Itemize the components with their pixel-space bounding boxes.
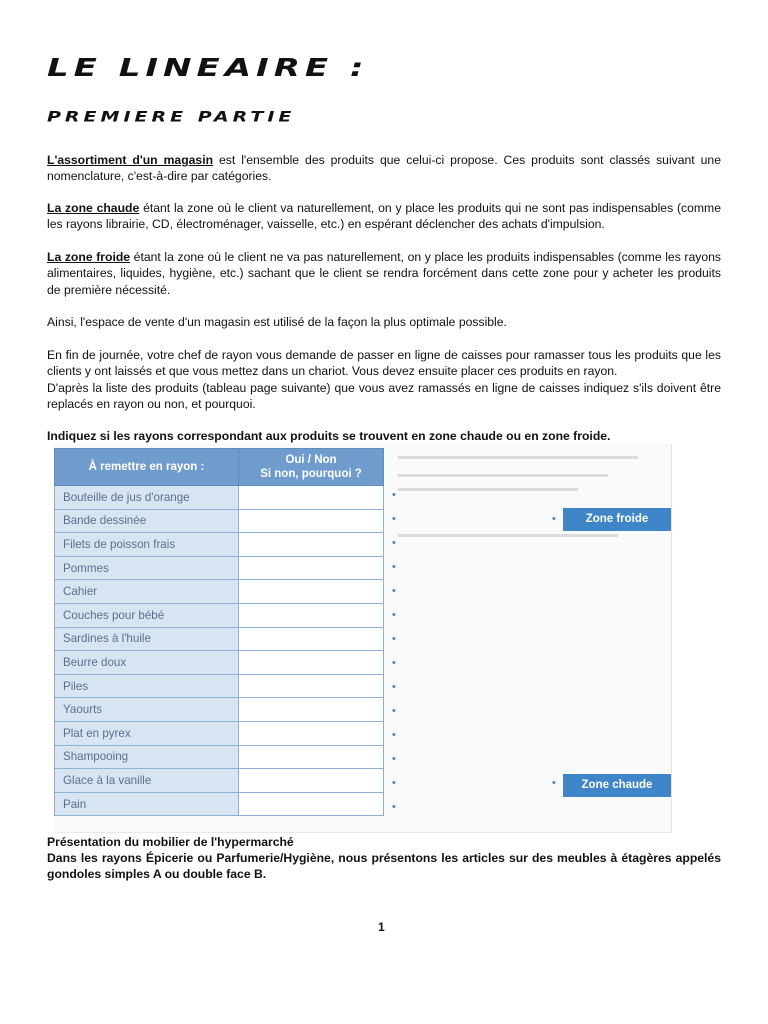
- row-bullet: •: [392, 777, 396, 789]
- paragraph-espace-vente: Ainsi, l'espace de vente d'un magasin est utilisé de la façon la plus optimale possible.: [47, 315, 507, 329]
- row-bullet: •: [392, 705, 396, 717]
- row-bullet: •: [392, 489, 396, 501]
- product-cell: Beurre doux: [55, 651, 239, 675]
- table-row: [55, 627, 384, 651]
- table-row: [55, 792, 384, 816]
- answer-cell[interactable]: [239, 769, 384, 793]
- row-bullet: •: [392, 681, 396, 693]
- product-cell: Piles: [55, 674, 239, 698]
- product-cell: Plat en pyrex: [55, 721, 239, 745]
- answer-cell[interactable]: [239, 580, 384, 604]
- answer-cell[interactable]: [239, 651, 384, 675]
- table-row: [55, 698, 384, 722]
- row-bullet: •: [392, 537, 396, 549]
- answer-cell[interactable]: [239, 603, 384, 627]
- table-row: [55, 745, 384, 769]
- paragraph-liste-produits: D'après la liste des produits (tableau page suivante) que vous avez ramassés en ligne de caisses indiquez s'ils doivent être replacés en rayon ou non, et pourquoi.: [47, 380, 721, 411]
- answer-cell[interactable]: [239, 721, 384, 745]
- table-row: [55, 769, 384, 793]
- product-cell: Filets de poisson frais: [55, 533, 239, 557]
- row-bullet: •: [392, 801, 396, 813]
- product-cell: Pommes: [55, 556, 239, 580]
- paragraph-zone-froide: [47, 249, 721, 298]
- faded-text-line: [398, 534, 618, 537]
- row-bullet: •: [392, 657, 396, 669]
- term-zone-chaude: La zone chaude: [47, 201, 140, 215]
- zone-froide-box: Zone froide: [563, 508, 671, 531]
- product-table: [54, 448, 384, 816]
- row-bullet: •: [392, 561, 396, 573]
- product-cell: Glace à la vanille: [55, 769, 239, 793]
- row-bullet: •: [392, 753, 396, 765]
- product-cell: Cahier: [55, 580, 239, 604]
- paragraph-fin-journee: [47, 347, 721, 412]
- paragraph-fin-journee-text: En fin de journée, votre chef de rayon vous demande de passer en ligne de caisses pour ramasser tous les produits que les clients y ont laissés et que vous mettez dans un chariot. Vous devez ensuite placer ces produits en rayon.: [47, 348, 721, 379]
- zone-bullet: •: [552, 777, 556, 789]
- product-cell: Bande dessinée: [55, 509, 239, 533]
- answer-cell[interactable]: [239, 509, 384, 533]
- product-cell: Shampooing: [55, 745, 239, 769]
- paragraph-text: étant la zone où le client ne va pas naturellement, on y place les produits indispensables (comme les rayons alimentaires, liquides, hygiène, etc.) sachant que le client se rendra forcément dans cette zone pour y acheter les produits de première nécessité.: [47, 250, 721, 297]
- faded-text-line: [398, 474, 608, 477]
- footer-paragraph: Dans les rayons Épicerie ou Parfumerie/Hygiène, nous présentons les articles sur des meubles à étagères appelés gondoles simples A ou double face B.: [47, 851, 721, 882]
- table-row: [55, 721, 384, 745]
- answer-cell[interactable]: [239, 486, 384, 510]
- zone-bullet: •: [552, 513, 556, 525]
- faded-text-line: [398, 456, 638, 459]
- product-table-figure: [53, 444, 672, 833]
- table-header-answer-line2: Si non, pourquoi ?: [260, 468, 362, 480]
- page-subtitle: PREMIERE PARTIE: [47, 108, 296, 125]
- instruction: Indiquez si les rayons correspondant aux produits se trouvent en zone chaude ou en zone froide.: [47, 429, 611, 443]
- answer-cell[interactable]: [239, 792, 384, 816]
- table-row: [55, 533, 384, 557]
- product-cell: Couches pour bébé: [55, 603, 239, 627]
- paragraph-zone-chaude: [47, 200, 721, 233]
- footer-heading: Présentation du mobilier de l'hypermarché: [47, 835, 294, 849]
- page-number: 1: [378, 920, 385, 934]
- page-title: LE LINEAIRE :: [47, 53, 369, 83]
- paragraph-text: est l'ensemble des produits que celui-ci propose. Ces produits sont classés suivant une nomenclature, c'est-à-dire par catégories.: [47, 153, 721, 184]
- table-header-answer-line1: Oui / Non: [285, 454, 337, 466]
- paragraph-text: étant la zone où le client va naturellement, on y place les produits qui ne sont pas indispensables (comme les rayons librairie, CD, électroménager, vaisselle, etc.) en espérant déclencher des achats d'impulsion.: [47, 201, 721, 232]
- answer-cell[interactable]: [239, 698, 384, 722]
- product-cell: Yaourts: [55, 698, 239, 722]
- row-bullet: •: [392, 609, 396, 621]
- answer-cell[interactable]: [239, 674, 384, 698]
- zone-chaude-box: Zone chaude: [563, 774, 671, 797]
- table-row: [55, 674, 384, 698]
- table-row: [55, 509, 384, 533]
- table-header-answer: [239, 449, 384, 486]
- table-row: [55, 556, 384, 580]
- term-assortiment: L'assortiment d'un magasin: [47, 153, 214, 167]
- table-row: [55, 580, 384, 604]
- table-header-row: [55, 449, 384, 486]
- faded-text-line: [398, 488, 578, 491]
- answer-cell[interactable]: [239, 533, 384, 557]
- answer-cell[interactable]: [239, 556, 384, 580]
- answer-cell[interactable]: [239, 627, 384, 651]
- table-row: [55, 486, 384, 510]
- row-bullet: •: [392, 729, 396, 741]
- table-row: [55, 651, 384, 675]
- term-zone-froide: La zone froide: [47, 250, 131, 264]
- answer-cell[interactable]: [239, 745, 384, 769]
- table-row: [55, 603, 384, 627]
- row-bullet: •: [392, 513, 396, 525]
- table-header-products: À remettre en rayon :: [55, 449, 239, 486]
- paragraph-assortiment: [47, 152, 721, 185]
- product-cell: Bouteille de jus d'orange: [55, 486, 239, 510]
- row-bullet: •: [392, 633, 396, 645]
- product-cell: Pain: [55, 792, 239, 816]
- row-bullet: •: [392, 585, 396, 597]
- product-cell: Sardines à l'huile: [55, 627, 239, 651]
